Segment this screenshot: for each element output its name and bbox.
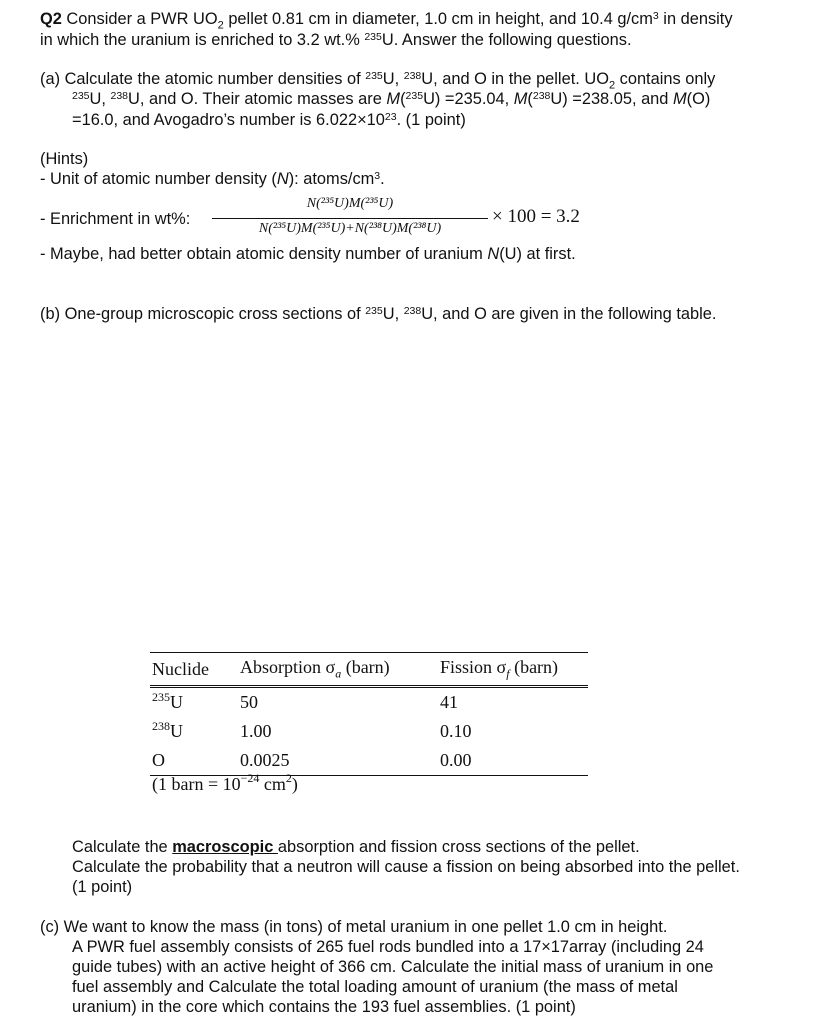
fission-cell: 41 [440, 692, 458, 712]
header-absorption: Absorption $\sigma_a$ (barn) [240, 653, 440, 687]
hint-unit: - Unit of atomic number density (N): atoms/$cm^3$. [40, 170, 385, 188]
part-c-line-5: uranium) in the core which contains the 193 fuel assemblies. (1 point) [72, 998, 576, 1016]
question-label: Q2 [40, 10, 62, 28]
question-intro-line-1: Q2 Consider a PWR $UO_2$ pellet 0.81 cm in diameter, 1.0 cm in height, and 10.4 $g/cm^3$ in density [40, 10, 733, 32]
table-row [150, 746, 588, 776]
barn-note: (1 barn = $10^{-24}$ $cm^2$) [152, 771, 298, 794]
hint-maybe: - Maybe, had better obtain atomic density number of uranium N(U) at first. [40, 245, 576, 263]
fraction-denominator: N(²³⁵U)M(²³⁵U)+N(²³⁸U)M(²³⁸U) [258, 221, 442, 236]
part-b2-line-1: Calculate the macroscopic absorption and fission cross sections of the pellet. [72, 838, 640, 856]
nuclide-cell: $^{235}$U [152, 690, 183, 712]
part-a-line-1: (a) Calculate the atomic number densities of $^{235}$U, $^{238}$U, and O in the pellet. $UO_2$ contains only [40, 70, 716, 92]
absorption-cell: 0.0025 [240, 746, 440, 776]
part-c-line-1: (c) We want to know the mass (in tons) of metal uranium in one pellet 1.0 cm in height. [40, 918, 668, 936]
cross-section-table [150, 652, 588, 776]
header-nuclide: Nuclide [150, 653, 240, 687]
fission-cell: 0.00 [440, 746, 588, 776]
part-b2-line-3: (1 point) [72, 878, 133, 896]
part-b2-line-2: Calculate the probability that a neutron will cause a fission on being absorbed into the pellet. [72, 858, 740, 876]
hint-enrichment-label: - Enrichment in wt%: [40, 210, 191, 228]
question-intro-line-2: in which the uranium is enriched to 3.2 wt.% $^{235}$U. Answer the following questions. [40, 31, 632, 49]
header-fission: Fission $\sigma_f$ (barn) [440, 653, 588, 687]
part-c-line-4: fuel assembly and Calculate the total loading amount of uranium (the mass of metal [72, 978, 678, 996]
enrichment-result: × 100 = 3.2 [492, 206, 580, 227]
part-a-line-3: =16.0, and Avogadro’s number is $6.022\times 10^{23}$. (1 point) [72, 111, 466, 129]
table-header-row [150, 653, 588, 687]
table-row [150, 717, 588, 746]
absorption-cell: 1.00 [240, 721, 272, 741]
macroscopic-emphasis: macroscopic [172, 838, 278, 856]
part-a-line-2: $^{235}$U, $^{238}$U, and O. Their atomic masses are M($^{235}$U) =235.04, M($^{238}$U) =238.05, and M(O) [72, 90, 711, 108]
part-b-line-1: (b) One-group microscopic cross sections of $^{235}$U, $^{238}$U, and O are given in the following table. [40, 305, 717, 323]
fraction-bar [212, 218, 488, 219]
nuclide-cell: $^{238}$U [152, 719, 183, 741]
part-c-line-3: guide tubes) with an active height of 366 cm. Calculate the initial mass of uranium in one [72, 958, 714, 976]
fission-cell: 0.10 [440, 721, 472, 741]
part-c-line-2: A PWR fuel assembly consists of 265 fuel rods bundled into a 17×17array (including 24 [72, 938, 704, 956]
table-row [150, 687, 588, 718]
hints-title: (Hints) [40, 150, 89, 168]
fraction-numerator: N(²³⁵U)M(²³⁵U) [306, 196, 394, 211]
nuclide-cell: O [150, 746, 240, 776]
absorption-cell: 50 [240, 692, 258, 712]
enrichment-fraction [212, 196, 488, 242]
